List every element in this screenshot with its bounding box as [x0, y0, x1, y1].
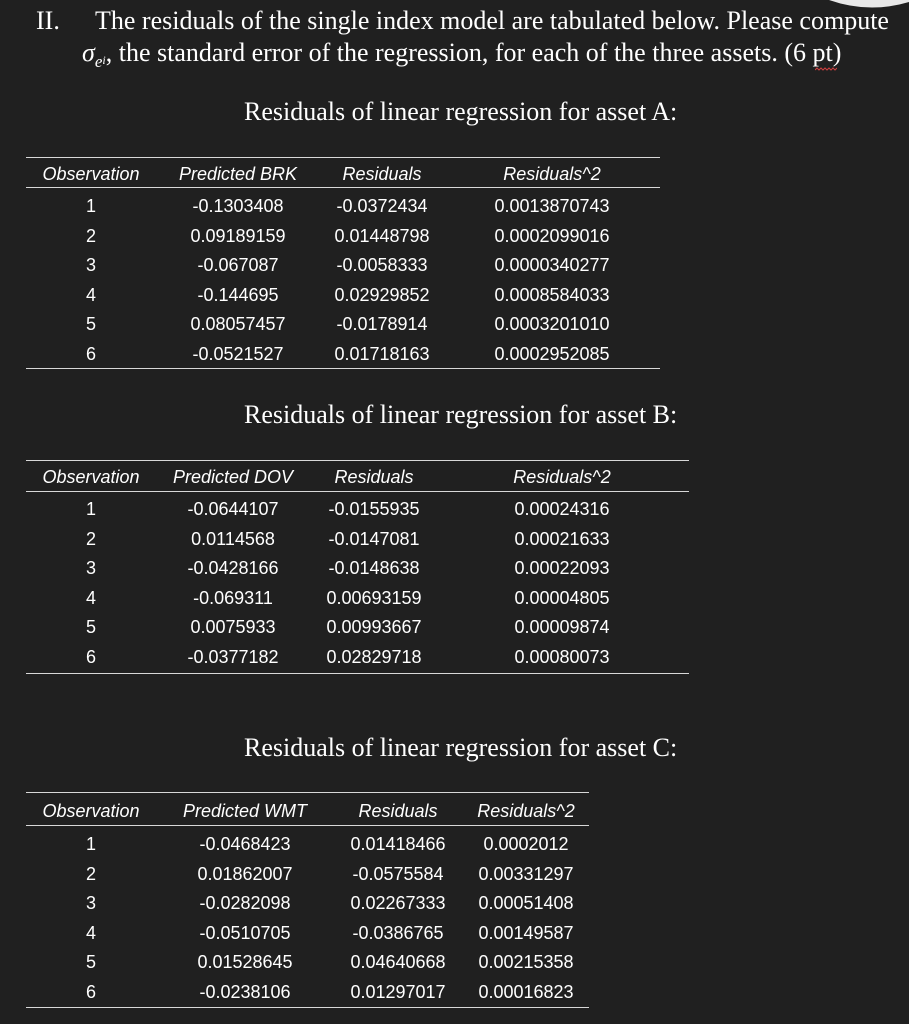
table-cell: -0.0386765	[352, 922, 444, 943]
table-cell: 0.0002012	[483, 834, 569, 854]
question-text-line2-rest: , the standard error of the regression, for each of the three assets. (6	[105, 38, 813, 67]
table-cell: 0.00149587	[478, 922, 574, 943]
table-cell: 0.02829718	[326, 647, 422, 667]
table-cell: 2	[85, 225, 97, 246]
question-text-line1: The residuals of the single index model are tabulated below. Please compute	[95, 6, 889, 35]
table-cell: 0.00022093	[514, 558, 610, 579]
table-top-rule	[26, 157, 660, 158]
table-bottom-rule	[26, 368, 660, 369]
table-cell: 2	[85, 863, 97, 884]
table-cell: 0.00024316	[514, 499, 610, 519]
column-header: Predicted WMT	[182, 801, 308, 821]
table-top-rule	[26, 792, 589, 793]
table-cell: 0.02267333	[350, 893, 446, 914]
table-cell: 0.04640668	[350, 952, 446, 973]
table-cell: 1	[85, 196, 97, 216]
table-cell: 0.0002952085	[494, 343, 610, 364]
table-cell: -0.0178914	[336, 314, 428, 334]
table-cell: 0.00993667	[326, 617, 422, 638]
table-cell: 4	[85, 284, 97, 305]
column-header: Residuals^2	[477, 801, 575, 821]
table-cell: 0.01448798	[334, 225, 430, 246]
table-cell: 6	[85, 982, 97, 1002]
table-cell: 4	[85, 922, 97, 943]
table-cell: 1	[85, 834, 97, 854]
table-cell: 3	[85, 893, 97, 914]
table-b-title: Residuals of linear regression for asset B:	[244, 400, 678, 429]
table-cell: 0.08057457	[190, 314, 286, 334]
table-cell: 0.01718163	[334, 343, 430, 364]
question-text-line2	[82, 38, 841, 72]
table-cell: -0.0521527	[192, 343, 284, 364]
column-header: Residuals^2	[513, 467, 611, 487]
column-header: Predicted DOV	[172, 467, 294, 487]
table-cell: -0.0428166	[187, 558, 279, 579]
table-cell: -0.0377182	[187, 647, 279, 667]
table-cell: 0.0008584033	[494, 284, 610, 305]
column-header: Residuals	[342, 164, 422, 184]
table-cell: -0.067087	[197, 255, 279, 275]
column-header: Observation	[42, 801, 140, 821]
column-header: Residuals	[358, 801, 438, 821]
table-bottom-rule	[26, 673, 689, 674]
question-number: II.	[36, 6, 60, 35]
table-cell: 0.00693159	[326, 587, 422, 608]
table-cell: -0.069311	[193, 587, 273, 608]
column-header: Observation	[42, 467, 140, 487]
table-cell: 0.0013870743	[494, 196, 610, 216]
table-header-rule	[26, 825, 589, 826]
table-cell: 5	[85, 952, 97, 973]
table-top-rule	[26, 460, 689, 461]
table-cell: 0.0075933	[190, 617, 276, 638]
table-cell: 5	[85, 617, 97, 638]
column-header: Predicted BRK	[178, 164, 298, 184]
table-bottom-rule	[26, 1007, 589, 1008]
spellcheck-squiggle-icon	[815, 67, 837, 72]
table-cell: -0.0238106	[199, 982, 291, 1002]
column-header: Residuals^2	[503, 164, 601, 184]
column-header: Observation	[42, 164, 140, 184]
question-text-line2-end: )	[832, 38, 842, 67]
table-cell: -0.0155935	[328, 499, 420, 519]
sigma-symbol: σ	[82, 38, 95, 67]
table-cell: 0.01862007	[197, 863, 293, 884]
sigma-subscript: e	[94, 52, 103, 71]
table-cell: 3	[85, 558, 97, 579]
table-cell: 4	[85, 587, 97, 608]
table-a-title: Residuals of linear regression for asset A:	[244, 97, 678, 126]
points-unit: pt	[813, 38, 833, 68]
table-cell: 0.00051408	[478, 893, 574, 914]
table-cell: -0.0148638	[328, 558, 420, 579]
table-c-title: Residuals of linear regression for asset C:	[244, 733, 678, 762]
table-cell: 6	[85, 647, 97, 667]
table-cell: 0.00080073	[514, 647, 610, 667]
table-header-rule	[26, 491, 689, 492]
table-cell: -0.0510705	[199, 922, 291, 943]
table-cell: -0.1303408	[192, 196, 284, 216]
table-cell: 0.01297017	[350, 982, 446, 1002]
table-cell: 0.00009874	[514, 617, 610, 638]
table-cell: 0.00004805	[514, 587, 610, 608]
table-cell: -0.0644107	[187, 499, 279, 519]
table-cell: -0.0147081	[328, 528, 420, 549]
table-cell: 2	[85, 528, 97, 549]
table-cell: 0.00331297	[478, 863, 574, 884]
table-cell: -0.144695	[197, 284, 279, 305]
table-cell: 1	[85, 499, 97, 519]
table-cell: 0.01528645	[197, 952, 293, 973]
table-cell: 0.02929852	[334, 284, 430, 305]
table-cell: 0.0000340277	[494, 255, 610, 275]
table-cell: -0.0058333	[336, 255, 428, 275]
table-cell: -0.0468423	[199, 834, 291, 854]
table-cell: 3	[85, 255, 97, 275]
table-cell: 0.09189159	[190, 225, 286, 246]
table-cell: 0.00021633	[514, 528, 610, 549]
table-header-rule	[26, 187, 660, 188]
table-cell: -0.0372434	[336, 196, 428, 216]
column-header: Residuals	[334, 467, 414, 487]
table-cell: 0.0003201010	[494, 314, 610, 334]
sigma-sub-subscript: i	[102, 53, 106, 67]
table-cell: -0.0282098	[199, 893, 291, 914]
table-cell: 0.0002099016	[494, 225, 610, 246]
table-cell: 0.00016823	[478, 982, 574, 1002]
table-cell: 0.01418466	[350, 834, 446, 854]
table-cell: -0.0575584	[352, 863, 444, 884]
table-cell: 5	[85, 314, 97, 334]
table-cell: 0.0114568	[191, 528, 275, 549]
table-cell: 0.00215358	[478, 952, 574, 973]
table-cell: 6	[85, 343, 97, 364]
